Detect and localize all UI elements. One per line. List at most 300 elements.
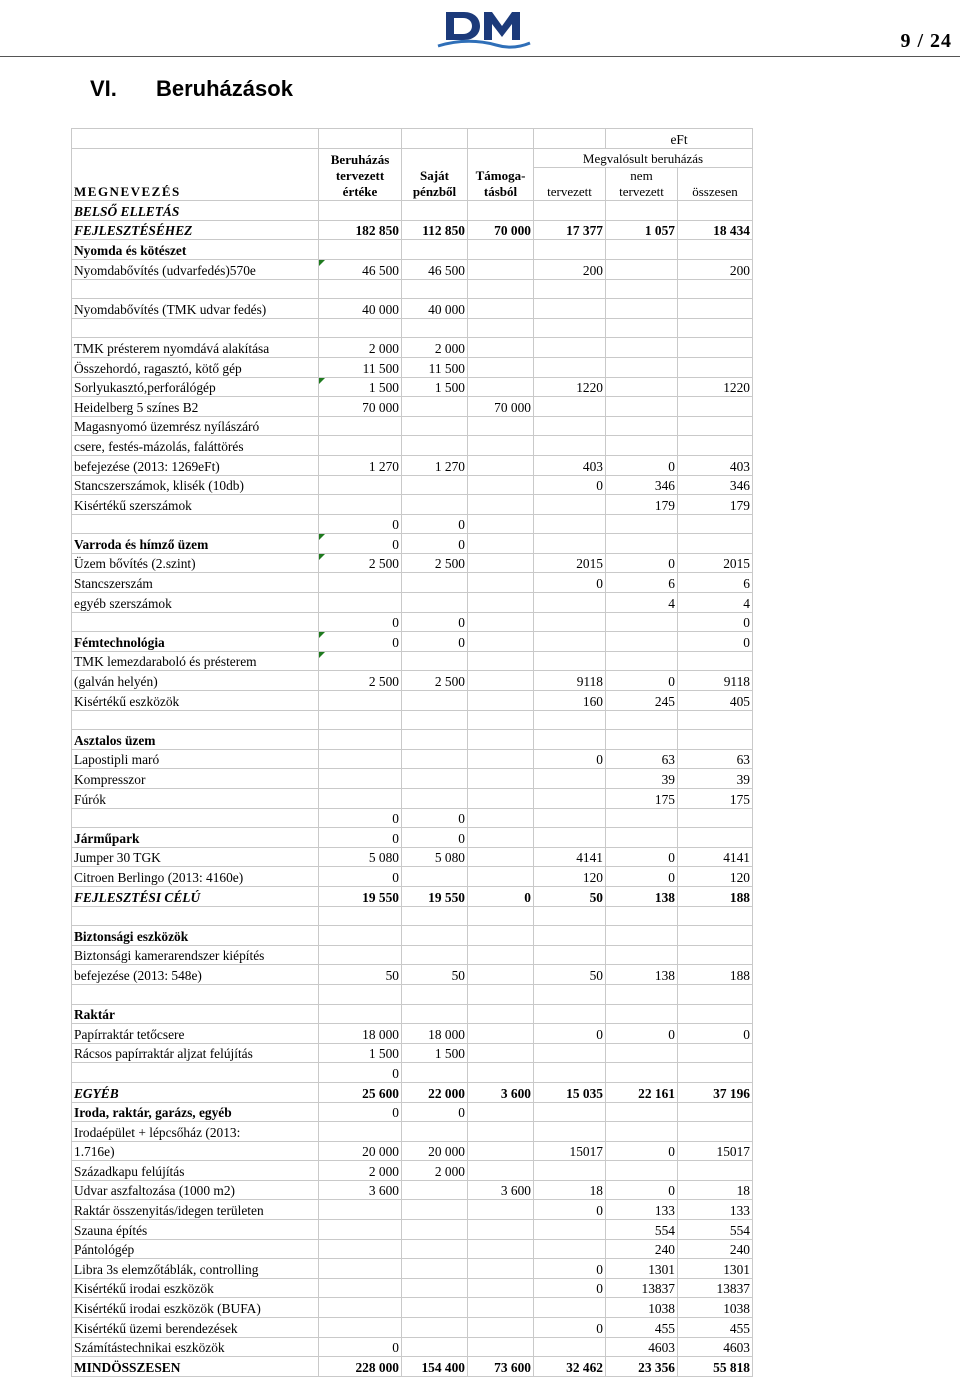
table-row: [72, 730, 753, 750]
row-value: 0: [534, 1278, 606, 1298]
row-label: Nyomdabővítés (udvarfedés)570e: [72, 259, 319, 279]
row-value: 18 000: [319, 1024, 402, 1044]
row-label: befejezése (2013: 1269eFt): [72, 455, 319, 475]
row-value: 2015: [534, 553, 606, 573]
table-row: [72, 1200, 753, 1220]
table-row: [72, 1063, 753, 1083]
row-label: Nyomda és kötészet: [72, 240, 319, 260]
row-value: [402, 573, 468, 593]
row-value: [606, 926, 678, 946]
row-label: Üzem bővítés (2.szint): [72, 553, 319, 573]
row-value: [534, 1239, 606, 1259]
row-value: [468, 377, 534, 397]
row-label: Kisértékű irodai eszközök (BUFA): [72, 1298, 319, 1318]
row-value: 70 000: [468, 397, 534, 417]
row-value: 188: [678, 886, 753, 906]
row-value: 9118: [678, 671, 753, 691]
row-value: [402, 318, 468, 338]
row-value: [606, 710, 678, 730]
row-value: [606, 397, 678, 417]
row-value: [402, 769, 468, 789]
row-value: 2 000: [402, 1161, 468, 1181]
row-label: Kompresszor: [72, 769, 319, 789]
row-label: Varroda és hímző üzem: [72, 534, 319, 554]
row-value: 50: [534, 886, 606, 906]
row-value: [678, 984, 753, 1004]
row-value: [468, 691, 534, 711]
row-value: [534, 534, 606, 554]
row-value: 0: [319, 1337, 402, 1357]
row-value: 1038: [678, 1298, 753, 1318]
row-value: 0: [534, 1024, 606, 1044]
row-value: 25 600: [319, 1082, 402, 1102]
row-value: [534, 514, 606, 534]
row-value: 346: [678, 475, 753, 495]
row-value: [319, 593, 402, 613]
header-row: [72, 148, 753, 168]
row-value: [606, 259, 678, 279]
row-value: [606, 1043, 678, 1063]
table-row: [72, 593, 753, 613]
row-value: [678, 1161, 753, 1181]
row-value: 3 600: [319, 1180, 402, 1200]
table-row: [72, 1239, 753, 1259]
row-value: 0: [402, 514, 468, 534]
row-value: [468, 828, 534, 848]
company-logo-icon: [436, 4, 532, 52]
row-value: [468, 1024, 534, 1044]
row-value: 19 550: [319, 886, 402, 906]
row-value: [678, 651, 753, 671]
row-value: [319, 651, 402, 671]
row-label: Századkapu felújítás: [72, 1161, 319, 1181]
row-value: 0: [319, 867, 402, 887]
row-value: 240: [606, 1239, 678, 1259]
row-value: [468, 201, 534, 221]
row-value: 18 000: [402, 1024, 468, 1044]
row-value: [534, 906, 606, 926]
row-value: 120: [534, 867, 606, 887]
row-value: 1 500: [402, 1043, 468, 1063]
table-row: [72, 828, 753, 848]
row-value: [468, 534, 534, 554]
row-value: [534, 357, 606, 377]
row-value: [678, 1122, 753, 1142]
row-value: 22 161: [606, 1082, 678, 1102]
row-value: [402, 1239, 468, 1259]
row-value: [402, 651, 468, 671]
row-label: Kisértékű irodai eszközök: [72, 1278, 319, 1298]
row-label: Kisértékű szerszámok: [72, 495, 319, 515]
header-total: összesen: [678, 168, 753, 201]
row-value: [468, 455, 534, 475]
table-row: [72, 632, 753, 652]
row-value: [468, 299, 534, 319]
row-value: 13837: [606, 1278, 678, 1298]
row-value: [678, 1102, 753, 1122]
table-row: [72, 338, 753, 358]
row-value: [402, 1337, 468, 1357]
row-value: [319, 926, 402, 946]
row-value: [468, 632, 534, 652]
row-value: [606, 984, 678, 1004]
row-value: [402, 749, 468, 769]
row-value: 1301: [678, 1259, 753, 1279]
row-value: 2 000: [402, 338, 468, 358]
header-realized-group: Megvalósult beruházás: [534, 148, 753, 168]
header-unplanned: nem tervezett: [606, 168, 678, 201]
row-value: 1 057: [606, 220, 678, 240]
row-value: 0: [319, 534, 402, 554]
row-value: [606, 1122, 678, 1142]
row-value: [678, 730, 753, 750]
row-label: Nyomdabővítés (TMK udvar fedés): [72, 299, 319, 319]
table-row: [72, 965, 753, 985]
row-value: [402, 1122, 468, 1142]
row-value: [402, 945, 468, 965]
row-value: [678, 279, 753, 299]
row-label: Magasnyomó üzemrész nyílászáró: [72, 416, 319, 436]
row-value: 182 850: [319, 220, 402, 240]
row-label: egyéb szerszámok: [72, 593, 319, 613]
row-value: [402, 436, 468, 456]
row-value: 4603: [606, 1337, 678, 1357]
row-value: 0: [606, 867, 678, 887]
table-row: [72, 240, 753, 260]
row-value: 179: [606, 495, 678, 515]
row-value: 70 000: [468, 220, 534, 240]
row-value: 245: [606, 691, 678, 711]
row-value: 11 500: [402, 357, 468, 377]
row-value: 133: [678, 1200, 753, 1220]
row-value: [606, 279, 678, 299]
row-label: Asztalos üzem: [72, 730, 319, 750]
row-value: [606, 651, 678, 671]
row-value: [606, 534, 678, 554]
row-value: 0: [606, 1141, 678, 1161]
row-value: 6: [606, 573, 678, 593]
row-value: 50: [402, 965, 468, 985]
row-value: [402, 1298, 468, 1318]
row-value: [606, 201, 678, 221]
row-label: Pántológép: [72, 1239, 319, 1259]
row-label: Irodaépület + lépcsőház (2013:: [72, 1122, 319, 1142]
row-value: 0: [319, 828, 402, 848]
header-planned-value: Beruházás tervezett értéke: [319, 148, 402, 201]
row-value: 0: [678, 1024, 753, 1044]
row-value: [468, 1318, 534, 1338]
row-value: [319, 730, 402, 750]
row-value: 0: [606, 553, 678, 573]
row-value: [606, 357, 678, 377]
row-label: [72, 1063, 319, 1083]
row-value: [468, 553, 534, 573]
table-row: [72, 534, 753, 554]
row-label: Heidelberg 5 színes B2: [72, 397, 319, 417]
row-value: [402, 201, 468, 221]
row-value: [678, 1063, 753, 1083]
row-value: 1220: [534, 377, 606, 397]
row-value: 120: [678, 867, 753, 887]
row-value: [534, 730, 606, 750]
row-value: [534, 651, 606, 671]
row-value: [468, 240, 534, 260]
row-value: [534, 1122, 606, 1142]
table-row: [72, 573, 753, 593]
table-row: [72, 1298, 753, 1318]
row-label: csere, festés-mázolás, faláttörés: [72, 436, 319, 456]
row-value: [402, 1200, 468, 1220]
row-value: [534, 1220, 606, 1240]
row-label: 1.716e): [72, 1141, 319, 1161]
row-value: 0: [319, 514, 402, 534]
row-label: Kisértékű eszközök: [72, 691, 319, 711]
row-value: [402, 691, 468, 711]
row-value: [319, 945, 402, 965]
row-value: 228 000: [319, 1357, 402, 1377]
row-value: 23 356: [606, 1357, 678, 1377]
row-value: 0: [402, 612, 468, 632]
row-value: 455: [678, 1318, 753, 1338]
row-value: 1 270: [402, 455, 468, 475]
row-value: [534, 808, 606, 828]
row-value: [402, 984, 468, 1004]
row-value: 0: [402, 808, 468, 828]
row-value: [606, 1102, 678, 1122]
row-label: [72, 906, 319, 926]
row-label: FEJLESZTÉSÉHEZ: [72, 220, 319, 240]
row-value: [678, 710, 753, 730]
table-row: [72, 299, 753, 319]
table-row: [72, 710, 753, 730]
row-value: 2 500: [402, 671, 468, 691]
row-value: 11 500: [319, 357, 402, 377]
investments-table: [71, 128, 753, 1377]
row-value: 39: [678, 769, 753, 789]
row-value: 3 600: [468, 1082, 534, 1102]
row-value: [402, 397, 468, 417]
row-value: 1220: [678, 377, 753, 397]
row-value: 346: [606, 475, 678, 495]
row-value: [534, 240, 606, 260]
row-value: 200: [678, 259, 753, 279]
row-value: [468, 1063, 534, 1083]
row-value: [678, 514, 753, 534]
row-value: [606, 299, 678, 319]
row-value: 20 000: [319, 1141, 402, 1161]
row-value: 15 035: [534, 1082, 606, 1102]
table-row: [72, 749, 753, 769]
row-value: 4141: [678, 847, 753, 867]
row-value: 22 000: [402, 1082, 468, 1102]
row-value: 240: [678, 1239, 753, 1259]
row-value: 4: [606, 593, 678, 613]
table-row: [72, 1082, 753, 1102]
row-value: [606, 318, 678, 338]
row-value: 1 500: [402, 377, 468, 397]
row-value: 4603: [678, 1337, 753, 1357]
row-value: [319, 1200, 402, 1220]
row-value: 50: [534, 965, 606, 985]
row-label: BELSŐ ELLETÁS: [72, 201, 319, 221]
table-row: [72, 553, 753, 573]
row-value: 403: [534, 455, 606, 475]
row-value: [319, 436, 402, 456]
row-value: 0: [319, 612, 402, 632]
row-value: [468, 1043, 534, 1063]
table-row: [72, 886, 753, 906]
row-value: [468, 436, 534, 456]
row-value: 1038: [606, 1298, 678, 1318]
row-value: 554: [678, 1220, 753, 1240]
row-value: [468, 945, 534, 965]
table-row: [72, 475, 753, 495]
row-value: 0: [606, 455, 678, 475]
row-value: 20 000: [402, 1141, 468, 1161]
row-value: [319, 691, 402, 711]
row-value: 0: [678, 612, 753, 632]
row-label: MINDÖSSZESEN: [72, 1357, 319, 1377]
table-row: [72, 1318, 753, 1338]
row-label: [72, 514, 319, 534]
row-label: Stancszerszám: [72, 573, 319, 593]
row-value: [319, 789, 402, 809]
row-label: Stancszerszámok, klisék (10db): [72, 475, 319, 495]
row-value: [468, 1337, 534, 1357]
row-value: [678, 808, 753, 828]
row-value: [534, 1063, 606, 1083]
table-row: [72, 612, 753, 632]
header-rule: [0, 56, 960, 57]
row-value: 55 818: [678, 1357, 753, 1377]
row-value: [319, 769, 402, 789]
row-value: [606, 514, 678, 534]
row-value: 1301: [606, 1259, 678, 1279]
row-value: [402, 416, 468, 436]
row-value: [468, 1102, 534, 1122]
row-value: 0: [402, 534, 468, 554]
row-value: [468, 749, 534, 769]
row-label: Lapostipli maró: [72, 749, 319, 769]
row-value: [534, 632, 606, 652]
row-label: Udvar aszfaltozása (1000 m2): [72, 1180, 319, 1200]
row-value: 175: [606, 789, 678, 809]
row-value: [534, 789, 606, 809]
row-label: Összehordó, ragasztó, kötő gép: [72, 357, 319, 377]
row-value: 0: [402, 828, 468, 848]
row-value: [468, 1161, 534, 1181]
row-value: 0: [468, 886, 534, 906]
row-value: [468, 1259, 534, 1279]
row-label: Citroen Berlingo (2013: 4160e): [72, 867, 319, 887]
table-row: [72, 1122, 753, 1142]
row-value: [468, 416, 534, 436]
row-value: [468, 1122, 534, 1142]
row-value: 0: [319, 1063, 402, 1083]
row-value: [678, 357, 753, 377]
header-planned: tervezett: [534, 168, 606, 201]
row-label: Járműpark: [72, 828, 319, 848]
header-grant: Támoga-tásból: [468, 148, 534, 201]
table-row: [72, 416, 753, 436]
row-value: [468, 710, 534, 730]
page-header: [0, 0, 960, 60]
row-value: [319, 1122, 402, 1142]
row-value: [319, 573, 402, 593]
table-row: [72, 847, 753, 867]
row-value: 19 550: [402, 886, 468, 906]
row-value: [319, 1298, 402, 1318]
row-value: [319, 279, 402, 299]
row-value: [534, 593, 606, 613]
row-value: 160: [534, 691, 606, 711]
row-value: [468, 984, 534, 1004]
row-value: [468, 338, 534, 358]
row-value: 0: [402, 632, 468, 652]
row-value: 40 000: [402, 299, 468, 319]
row-value: [468, 1239, 534, 1259]
row-value: [402, 1063, 468, 1083]
row-value: [319, 475, 402, 495]
row-value: 175: [678, 789, 753, 809]
unit-row: [72, 129, 753, 149]
row-value: [319, 1318, 402, 1338]
row-value: [402, 1278, 468, 1298]
row-value: [678, 338, 753, 358]
row-value: 0: [534, 573, 606, 593]
table-row: [72, 867, 753, 887]
row-value: [606, 1161, 678, 1181]
row-value: 40 000: [319, 299, 402, 319]
row-value: 0: [534, 1259, 606, 1279]
row-value: [468, 730, 534, 750]
row-value: [468, 847, 534, 867]
table-row: [72, 808, 753, 828]
row-value: 188: [678, 965, 753, 985]
row-value: [678, 1004, 753, 1024]
table-row: [72, 318, 753, 338]
row-label: [72, 612, 319, 632]
row-value: [534, 1337, 606, 1357]
row-value: [678, 397, 753, 417]
table-row: [72, 357, 753, 377]
table-row: [72, 984, 753, 1004]
row-value: [606, 808, 678, 828]
row-value: 32 462: [534, 1357, 606, 1377]
row-value: [534, 926, 606, 946]
row-value: [468, 867, 534, 887]
row-value: [678, 318, 753, 338]
row-value: [402, 906, 468, 926]
section-title: [90, 76, 293, 102]
row-value: 0: [534, 1318, 606, 1338]
row-value: [319, 1239, 402, 1259]
row-value: [468, 769, 534, 789]
row-value: 0: [534, 1200, 606, 1220]
row-label: TMK lemezdaraboló és présterem: [72, 651, 319, 671]
row-value: [468, 573, 534, 593]
row-label: [72, 318, 319, 338]
row-value: [468, 495, 534, 515]
row-value: 133: [606, 1200, 678, 1220]
table-row: [72, 671, 753, 691]
row-value: [606, 416, 678, 436]
row-value: [468, 1200, 534, 1220]
page-number: 9 / 24: [900, 30, 952, 52]
row-value: [534, 279, 606, 299]
row-value: [678, 299, 753, 319]
row-value: [402, 279, 468, 299]
